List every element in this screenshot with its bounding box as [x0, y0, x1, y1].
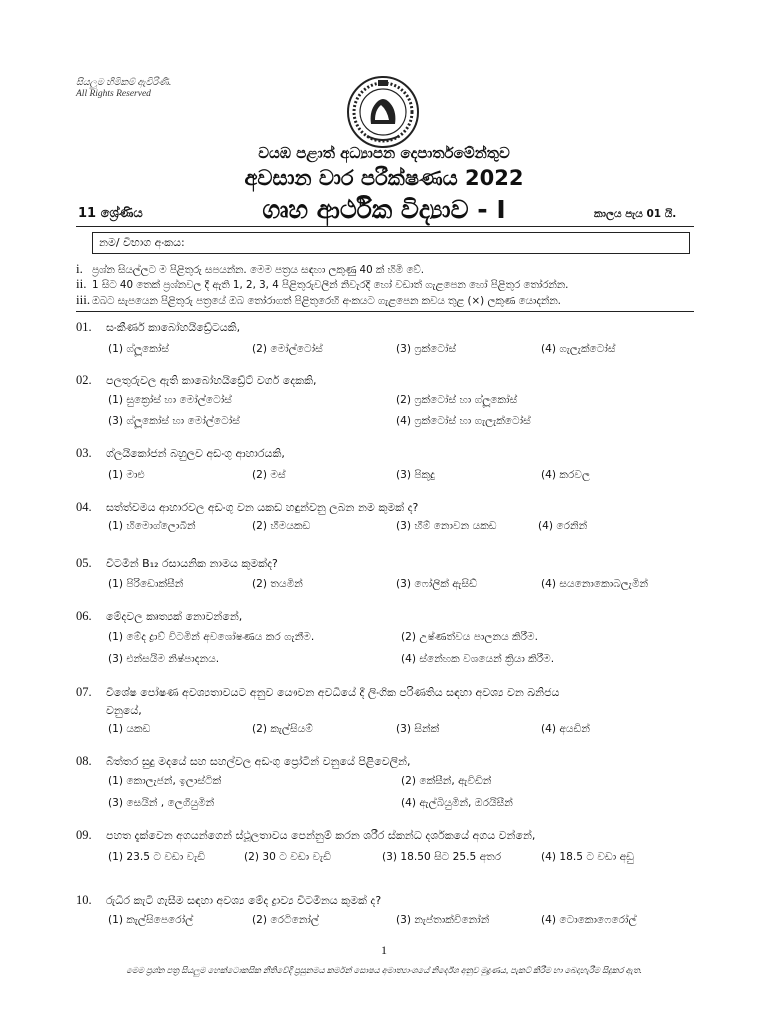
q04-option-4: (4) රෙනින්: [538, 520, 588, 532]
instruction-text: ඔබට සැපයෙන පිළිතුරු පත්‍රයේ ඔබ තෝරාගත් පිළිතුරෙහි අංකයට ගැළපෙන කවය තුළ (×) ලකුණ යොදන්න.: [92, 295, 561, 307]
question-number: 10.: [76, 893, 92, 907]
question-10: [76, 893, 381, 908]
question-number: 03.: [76, 446, 92, 460]
question-text: විටමින් B₁₂ රසායනික නාමය කුමක්ද?: [106, 557, 278, 570]
q10-option-4: (4) ටොකොෆෙරෝල්: [541, 914, 637, 926]
q10-option-3: (3) නැප්තාක්විනෝන්: [396, 914, 490, 926]
department-name: වයඹ පළාත් අධ්‍යාපන දෙපාර්තමේන්තුව: [258, 144, 510, 162]
q05-option-1: (1) පිරිඩොක්සීන්: [108, 578, 184, 590]
question-01: [76, 320, 240, 335]
government-emblem: [345, 74, 421, 152]
q06-option-3: (3) එන්සයිම නිෂ්පාදනය.: [108, 653, 220, 665]
question-number: 08.: [76, 754, 92, 768]
question-number: 01.: [76, 320, 92, 334]
q05-option-4: (4) සයනොකොබලැමින්: [541, 578, 649, 590]
instruction-3: [76, 293, 696, 308]
q03-option-4: (4) කරවල: [541, 469, 591, 481]
question-text: මේදවල කෘත්‍යක් නොවන්නේ,: [106, 610, 243, 623]
instruction-1: [76, 262, 696, 277]
q08-option-2: (2) කේසීන්, ඇවිඩින්: [401, 775, 492, 787]
q01-option-4: (4) ගැලැක්ටෝස්: [541, 343, 616, 355]
question-05: [76, 556, 278, 571]
subject-title: ගෘහ ආර්ථික විද්‍යාව - I: [262, 195, 506, 224]
q07-option-2: (2) කැල්සියම්: [252, 723, 313, 735]
question-07: [76, 685, 696, 700]
q07-option-3: (3) සින්ක්: [396, 723, 440, 735]
instruction-number: iii.: [76, 292, 91, 307]
q09-option-4: (4) 18.5 ට වඩා අඩු: [541, 851, 635, 863]
q10-option-2: (2) රෙටිනෝල්: [252, 914, 319, 926]
question-number: 06.: [76, 609, 92, 623]
q05-option-3: (3) ෆෝලික් ඇසිඩ්: [396, 578, 477, 590]
instruction-number: i.: [76, 261, 83, 276]
header-divider: [76, 226, 694, 227]
instruction-text: 1 සිට 40 තෙක් ප්‍රශ්නවල දී ඇති 1, 2, 3, 4 පිළිතුරුවලින් නිවැරදි හෝ වඩාත් ගැළපෙන හෝ පිළිතුර තෝරන්න.: [92, 279, 569, 291]
q06-option-1: (1) මේද ද්‍රාව් විටමින් අවශෝෂණය කර ගැනීම.: [108, 631, 315, 643]
q02-option-4: (4) ෆ්‍රක්ටෝස් හා ගැලැක්ටෝස්: [396, 415, 531, 427]
question-text: විශේෂ පෝෂණ අවශ්‍යතාවයට අනුව යෞවන අවධියේ දී ලිංගික පරිණතිය සඳහා අවශ්‍ය වන ඛනිජය: [106, 686, 560, 699]
q08-option-4: (4) ඇල්බියුමින්, ඔරයිසීන්: [401, 797, 513, 809]
q01-option-1: (1) ග්ලූකෝස්: [108, 343, 169, 355]
q02-option-1: (1) සුක්‍රෝස් හා මෝල්ටෝස්: [108, 394, 232, 406]
q08-option-1: (1) කොලැජන්, ඉලාස්ටික්: [108, 775, 222, 787]
q09-option-1: (1) 23.5 ට වඩා වැඩි: [108, 851, 206, 863]
question-number: 07.: [76, 685, 92, 699]
q09-option-3: (3) 18.50 සිට 25.5 අතර: [382, 851, 502, 863]
question-number: 04.: [76, 500, 92, 514]
question-text: සත්ත්වමය ආහාරවල අඩංගු වන යකඩ හඳුන්වනු ලබන නම කුමක් ද?: [106, 501, 419, 514]
question-number: 05.: [76, 556, 92, 570]
copyright-notice: [76, 78, 171, 100]
q03-option-1: (1) මාළු: [108, 469, 145, 481]
question-text: පහත දැක්වෙන අගයන්ගෙන් ස්ථූලතාවය පෙන්නුම් කරන ශරීර ස්කන්ධ දර්ශකයේ අගය වන්නේ,: [106, 829, 536, 842]
grade-label: 11 ශ්‍රේණිය: [78, 206, 143, 221]
q10-option-1: (1) කැල්සිපෙරෝල්: [108, 914, 194, 926]
footer-note: මෙම ප්‍රශ්න පත්‍ර සියලුම හෙක්ටොකසික නීතිවේදී ප්‍රසුනමය කර්මන් සොෂය අමාත්‍යාංශයේ නිර්දේශ අනුව මුද්‍රණය, පැකට් කිරීම හා බෙදාහැරීම සිදුකර ඇත.: [126, 966, 642, 975]
q03-option-2: (2) මස්: [252, 469, 286, 481]
page-number: 1: [381, 943, 387, 957]
q07-option-1: (1) යකඩ: [108, 723, 151, 735]
question-06: [76, 609, 242, 624]
question-02: [76, 373, 317, 388]
time-label: කාලය පැය 01 යි.: [594, 208, 677, 220]
question-03: [76, 446, 285, 461]
q03-option-3: (3) පිකුදු: [396, 469, 435, 481]
q02-option-3: (3) ග්ලූකෝස් හා මෝල්ටෝස්: [108, 415, 240, 427]
question-number: 02.: [76, 373, 92, 387]
name-index-box: [92, 232, 690, 254]
q05-option-2: (2) තයමින්: [252, 578, 303, 590]
q09-option-2: (2) 30 ට වඩා වැඩි: [244, 851, 331, 863]
q04-option-3: (3) හීම් නොවන යකඩ: [396, 520, 497, 532]
q01-option-2: (2) මෝල්ටෝස්: [252, 343, 323, 355]
instruction-2: [76, 277, 696, 292]
name-index-label: නම/ විභාග අංකය:: [99, 236, 185, 249]
q01-option-3: (3) ෆ්‍රක්ටෝස්: [396, 343, 457, 355]
exam-title: අවසාන වාර පරීක්ෂණය 2022: [244, 166, 524, 190]
question-text: ග්ලයිකෝජන් බහුලව අඩංගු ආහාරයකි,: [106, 447, 285, 460]
q06-option-4: (4) ස්නේහක වශයෙන් ක්‍රියා කිරීම.: [401, 653, 555, 665]
copyright-sinhala: සියලුම හිමිකම් ඇවිරිණි.: [76, 78, 172, 88]
q04-option-1: (1) හිමොග්ලොබීන්: [108, 520, 196, 532]
question-09: [76, 828, 535, 843]
copyright-english: All Rights Reserved: [76, 89, 151, 99]
q02-option-2: (2) ෆ්‍රක්ටෝස් හා ග්ලූකෝස්: [396, 394, 518, 406]
instruction-text: ප්‍රශ්න සියල්ලට ම පිළිතුරු සපයන්න. මෙම පත්‍රය සඳහා ලකුණු 40 ක් හිමි වේ.: [92, 264, 425, 276]
question-07-continued: වනුයේ,: [106, 704, 142, 717]
instruction-number: ii.: [76, 276, 87, 291]
question-text: බිත්තර සුදු මදයේ සහ සහල්වල අඩංගු ප්‍රෝටීන් වනුයේ පිළිවෙලින්,: [106, 755, 411, 768]
question-04: [76, 500, 418, 515]
question-08: [76, 754, 410, 769]
q07-option-4: (4) අයඩින්: [541, 723, 590, 735]
instructions-divider: [76, 311, 694, 312]
question-text: රුධිර කැටි ගැසීම සඳහා අවශ්‍ය මේද ද්‍රාව්‍ය විටමිනය කුමක් ද?: [106, 894, 382, 907]
question-number: 09.: [76, 828, 92, 842]
q08-option-3: (3) සෙයින් , ලෙගියුමින්: [108, 797, 215, 809]
question-text: පලතුරුවල ඇති කාබෝහයිඩ්‍රේට් වර්ග දෙකකි,: [106, 374, 317, 387]
question-text: සංකීර්ණ කාබෝහයිඩ්‍රේටයකි,: [106, 321, 241, 334]
q06-option-2: (2) උෂ්ණත්වය පාලනය කිරීම.: [401, 631, 539, 643]
q04-option-2: (2) හීමයකඩ: [252, 520, 311, 532]
